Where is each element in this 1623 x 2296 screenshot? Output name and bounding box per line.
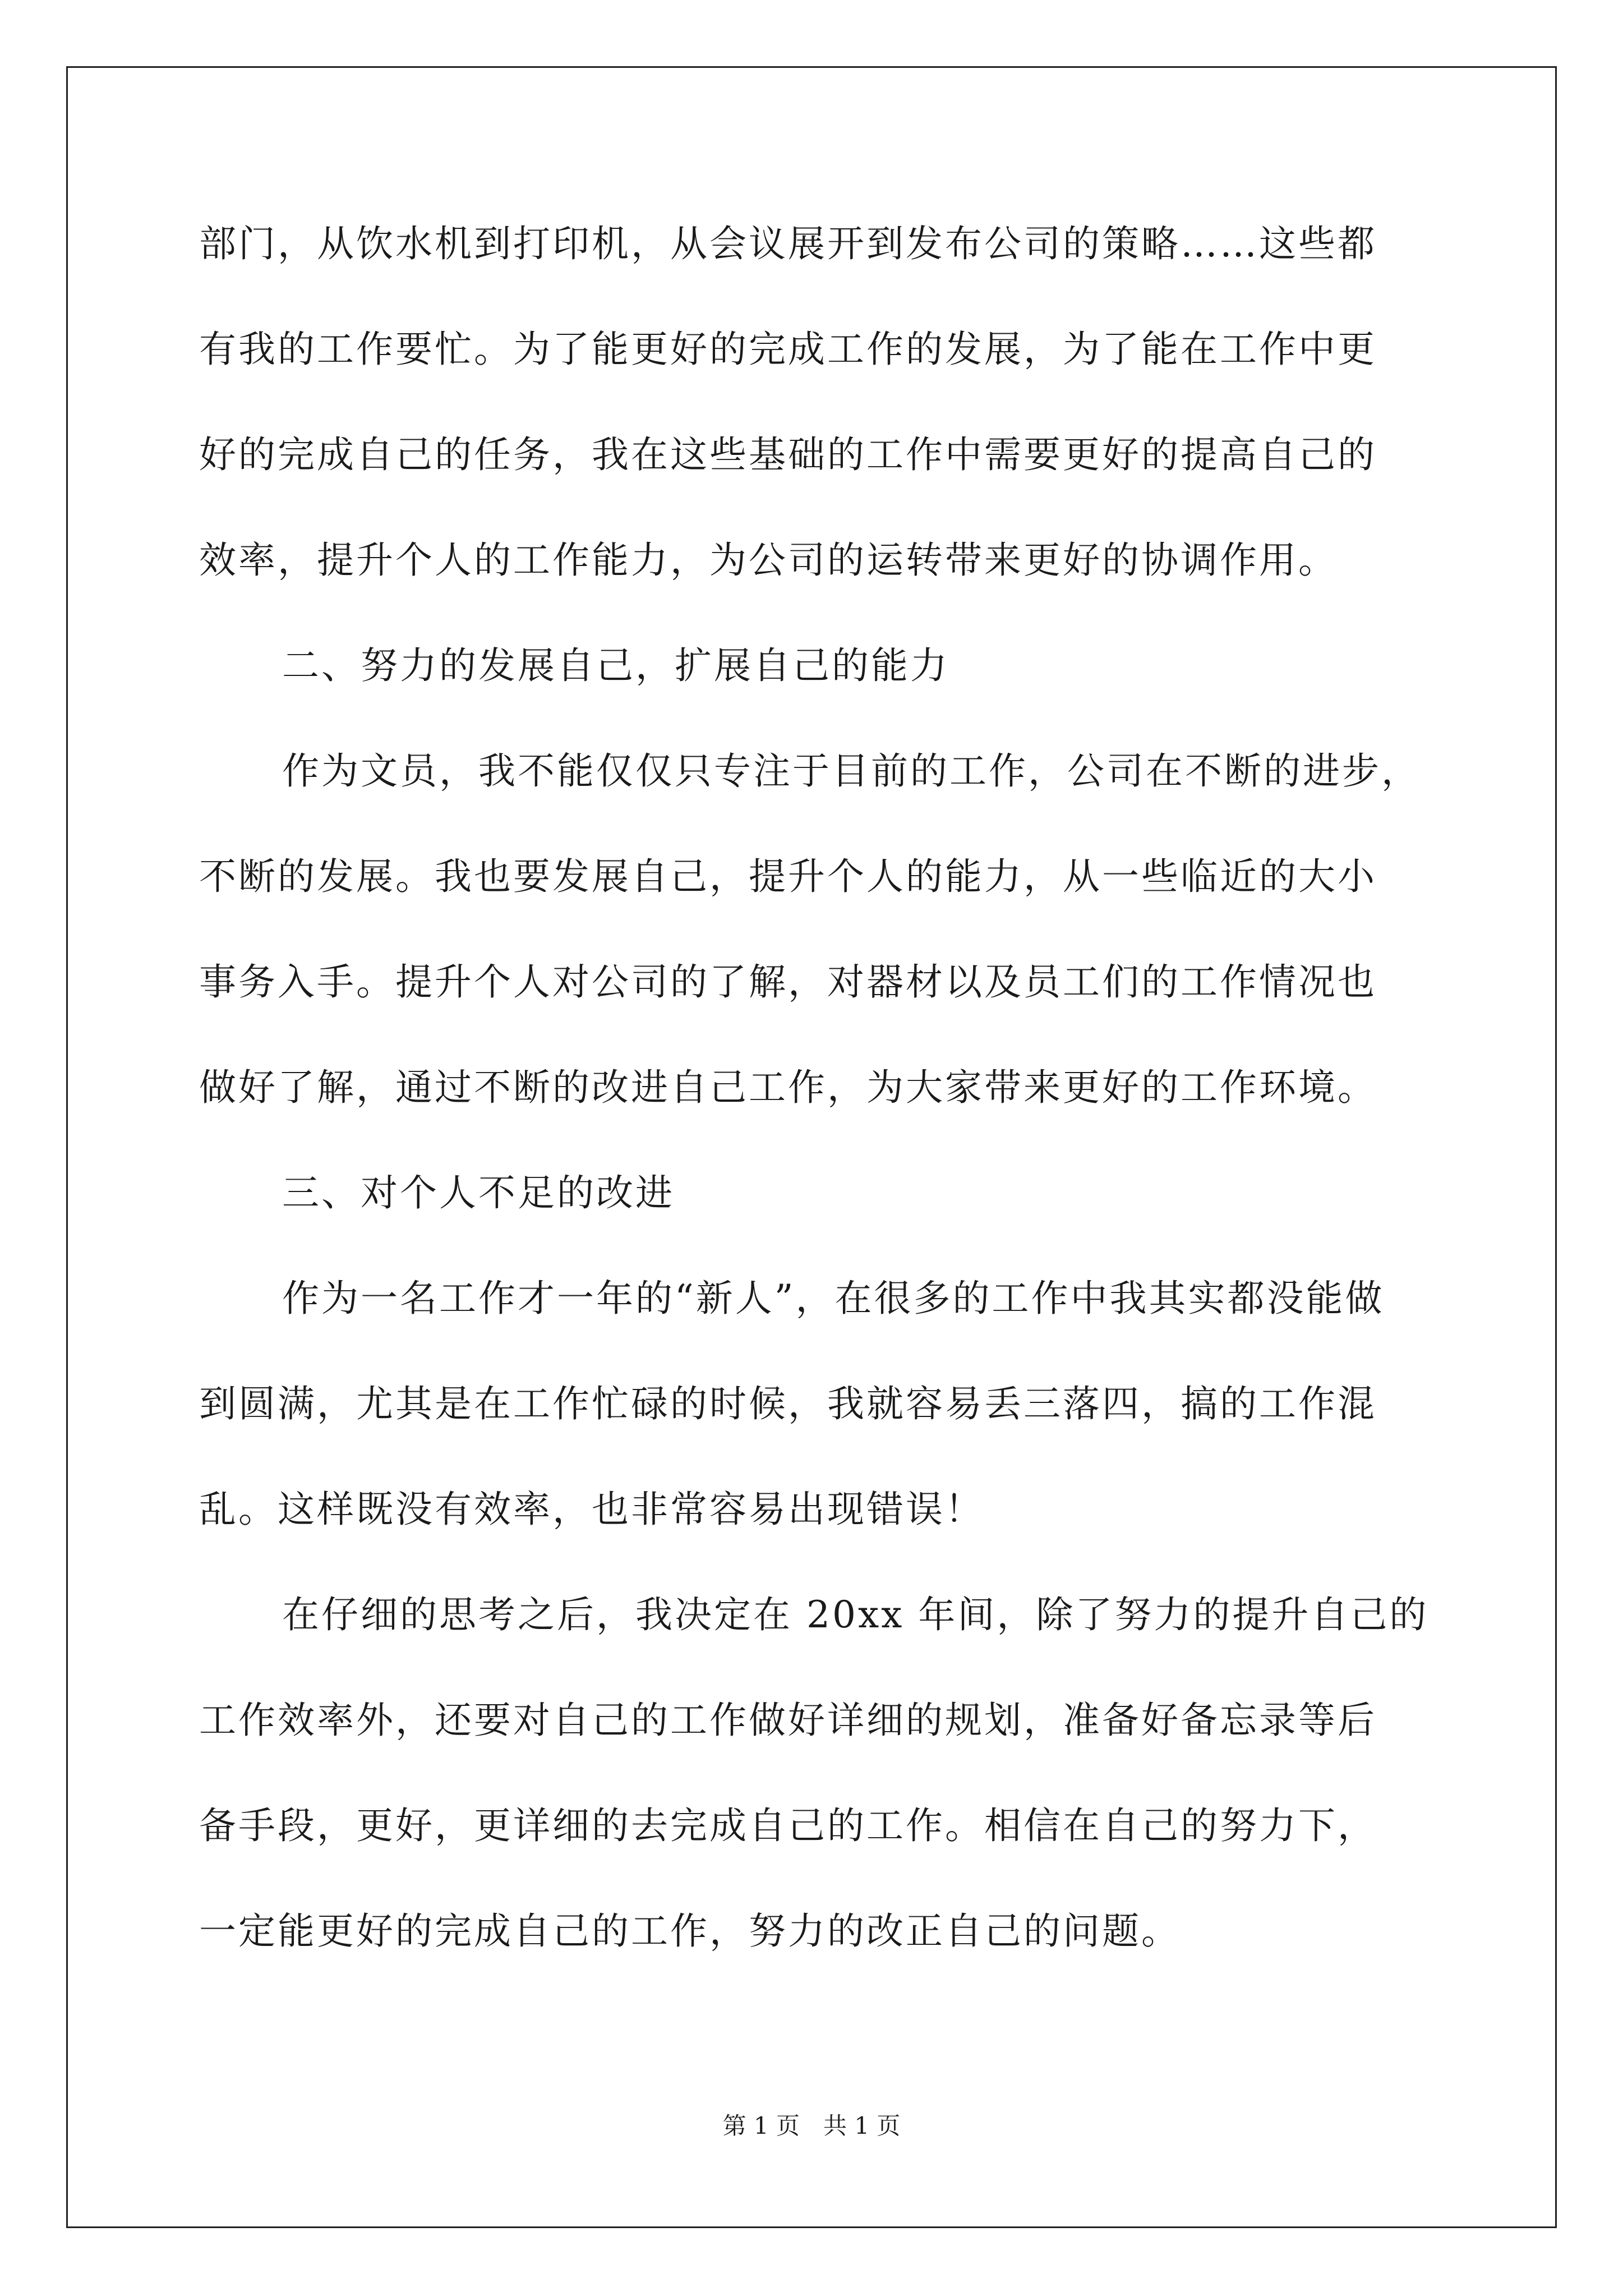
- text-line: 效率，提升个人的工作能力，为公司的运转带来更好的协调作用。: [199, 539, 1338, 582]
- section-heading: 三、对个人不足的改进: [282, 1171, 675, 1214]
- text-line: 一定能更好的完成自己的工作，努力的改正自己的问题。: [199, 1910, 1181, 1953]
- text-line: 做好了解，通过不断的改进自己工作，为大家带来更好的工作环境。: [199, 1066, 1377, 1109]
- text-line: 不断的发展。我也要发展自己，提升个人的能力，从一些临近的大小: [199, 855, 1377, 898]
- text-line: 工作效率外，还要对自己的工作做好详细的规划，准备好备忘录等后: [199, 1699, 1377, 1742]
- text-line: 事务入手。提升个人对公司的了解，对器材以及员工们的工作情况也: [199, 960, 1377, 1004]
- text-line: 作为文员，我不能仅仅只专注于目前的工作，公司在不断的进步，: [282, 749, 1421, 793]
- text-line: 乱。这样既没有效率，也非常容易出现错误！: [199, 1488, 984, 1531]
- text-line: 作为一名工作才一年的“新人”，在很多的工作中我其实都没能做: [282, 1277, 1385, 1320]
- page-footer: 第 1 页 共 1 页: [722, 2112, 901, 2139]
- text-line: 好的完成自己的任务，我在这些基础的工作中需要更好的提高自己的: [199, 433, 1377, 476]
- text-line: 部门，从饮水机到打印机，从会议展开到发布公司的策略……这些都: [199, 222, 1377, 265]
- text-line: 到圆满，尤其是在工作忙碌的时候，我就容易丢三落四，搞的工作混: [199, 1382, 1377, 1425]
- section-heading: 二、努力的发展自己，扩展自己的能力: [282, 644, 949, 687]
- text-line: 备手段，更好，更详细的去完成自己的工作。相信在自己的努力下，: [199, 1804, 1377, 1847]
- text-line: 在仔细的思考之后，我决定在 20xx 年间，除了努力的提升自己的: [282, 1593, 1429, 1636]
- text-line: 有我的工作要忙。为了能更好的完成工作的发展，为了能在工作中更: [199, 328, 1377, 371]
